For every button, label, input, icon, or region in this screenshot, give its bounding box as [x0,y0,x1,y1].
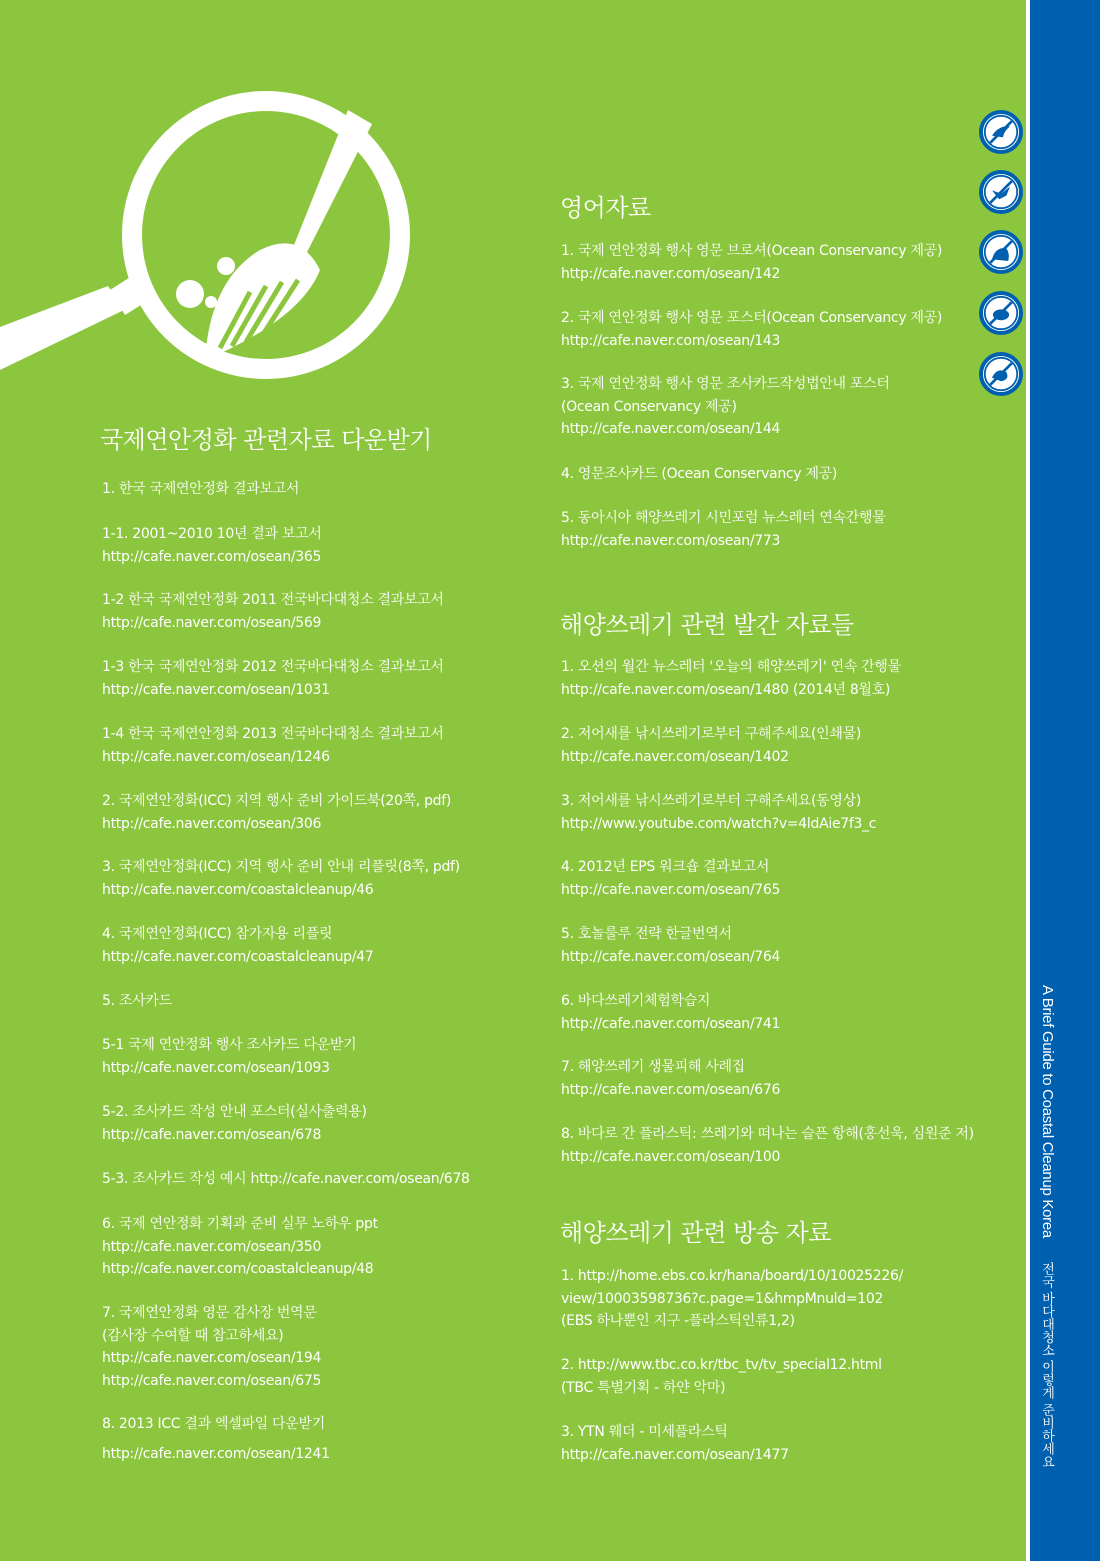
link[interactable]: http://cafe.naver.com/osean/142 [561,265,781,282]
link[interactable]: http://cafe.naver.com/osean/1241 [102,1446,330,1462]
link[interactable]: http://cafe.naver.com/coastalcleanup/46 [102,881,374,898]
sidebar-title-ko: 전국 바다대청소 이렇게 준비하세요 [1040,1262,1055,1468]
publication-item-8: 8. 바다로 간 플라스틱: 쓰레기와 떠나는 슬픈 항해(홍선욱, 심원준 저) http://cafe.naver.com/osean/100 [561,1123,974,1168]
seal-icon [979,352,1023,396]
english-item-2: 2. 국제 연안정화 행사 영문 포스터(Ocean Conservancy 제공) http://cafe.naver.com/osean/143 [561,307,942,352]
sidebar-title [1038,985,1057,1468]
publication-item-1: 1. 오션의 월간 뉴스레터 '오늘의 해양쓰레기' 연속 간행물 http://cafe.naver.com/osean/1480 (2014년 8월호) [561,656,901,701]
english-item-5: 5. 동아시아 해양쓰레기 시민포럼 뉴스레터 연속간행물 http://cafe.naver.com/osean/773 [561,507,885,552]
left-item-4: 4. 국제연안정화(ICC) 참가자용 리플릿 http://cafe.naver.com/coastalcleanup/47 [102,923,373,968]
publication-item-2: 2. 저어새를 낚시쓰레기로부터 구해주세요(인쇄물) http://cafe.naver.com/osean/1402 [561,723,861,768]
left-item-8: 8. 2013 ICC 결과 엑셀파일 다운받기 [102,1416,325,1432]
publications-heading: 해양쓰레기 관련 발간 자료들 [560,611,854,639]
link[interactable]: http://cafe.naver.com/osean/569 [102,614,322,631]
bird-entanglement-icon [979,110,1023,154]
link[interactable]: http://cafe.naver.com/osean/678 [102,1126,322,1143]
link[interactable]: 2. http://www.tbc.co.kr/tbc_tv/tv_special12.html [561,1357,882,1373]
link[interactable]: http://cafe.naver.com/osean/1246 [102,748,330,765]
broadcast-heading: 해양쓰레기 관련 방송 자료 [560,1219,831,1247]
magnifier-broom-logo [0,70,440,400]
link[interactable]: http://cafe.naver.com/coastalcleanup/47 [102,948,374,965]
link[interactable]: http://cafe.naver.com/osean/350 [102,1238,322,1255]
english-materials-heading: 영어자료 [560,194,651,222]
publication-item-5: 5. 호놀룰루 전략 한글번역서 http://cafe.naver.com/osean/764 [561,923,780,968]
left-item-6: 6. 국제 연안정화 기획과 준비 실무 노하우 ppt http://cafe.naver.com/osean/350 http://cafe.naver.com/coastalcleanup/48 [102,1213,378,1281]
sidebar-title-en: A Brief Guide to Coastal Cleanup Korea [1039,985,1056,1238]
left-item-5-3: 5-3. 조사카드 작성 예시 http://cafe.naver.com/osean/678 [102,1171,470,1187]
link[interactable]: http://cafe.naver.com/osean/741 [561,1015,781,1032]
link[interactable]: http://cafe.naver.com/osean/676 [561,1081,781,1098]
english-item-4: 4. 영문조사카드 (Ocean Conservancy 제공) [561,466,838,482]
link[interactable]: http://cafe.naver.com/osean/1031 [102,681,330,698]
broadcast-item-2: 2. http://www.tbc.co.kr/tbc_tv/tv_special12.html (TBC 특별기획 - 하얀 악마) [561,1354,882,1399]
english-item-1: 1. 국제 연안정화 행사 영문 브로셔(Ocean Conservancy 제공) http://cafe.naver.com/osean/142 [561,240,942,285]
left-item-1-1: 1-1. 2001~2010 10년 결과 보고서 http://cafe.naver.com/osean/365 [102,523,322,568]
fish-hook-icon [979,170,1023,214]
link[interactable]: 1. http://home.ebs.co.kr/hana/board/10/10025226/ [561,1268,903,1284]
link[interactable]: http://cafe.naver.com/osean/1093 [102,1059,330,1076]
link[interactable]: http://cafe.naver.com/osean/773 [561,532,781,549]
left-item-7: 7. 국제연안정화 영문 감사장 번역문 (감사장 수여할 때 참고하세요) http://cafe.naver.com/osean/194 http://cafe.naver.com/osean/675 [102,1302,321,1392]
turtle-net-icon [979,291,1023,335]
link[interactable]: http://www.youtube.com/watch?v=4ldAie7f3_c [561,815,877,832]
left-item-5-1: 5-1 국제 연안정화 행사 조사카드 다운받기 http://cafe.naver.com/osean/1093 [102,1034,356,1079]
link[interactable]: http://cafe.naver.com/osean/144 [561,421,781,437]
publication-item-7: 7. 해양쓰레기 생물피해 사례집 http://cafe.naver.com/osean/676 [561,1056,780,1101]
link[interactable]: http://cafe.naver.com/osean/143 [561,332,781,349]
publication-item-6: 6. 바다쓰레기체험학습지 http://cafe.naver.com/osean/741 [561,990,780,1035]
left-heading: 국제연안정화 관련자료 다운받기 [100,426,432,454]
link[interactable]: http://cafe.naver.com/osean/100 [561,1148,781,1165]
link[interactable]: http://cafe.naver.com/osean/365 [102,548,322,565]
left-item-1-2: 1-2 한국 국제연안정화 2011 전국바다대청소 결과보고서 http://cafe.naver.com/osean/569 [102,589,444,634]
left-item-8-link [102,1443,330,1466]
link[interactable]: http://cafe.naver.com/osean/1402 [561,748,789,765]
left-item-3: 3. 국제연안정화(ICC) 지역 행사 준비 안내 리플릿(8쪽, pdf) http://cafe.naver.com/coastalcleanup/46 [102,856,460,901]
left-item-5: 5. 조사카드 [102,993,172,1009]
link[interactable]: http://cafe.naver.com/osean/306 [102,815,322,832]
publication-item-3: 3. 저어새를 낚시쓰레기로부터 구해주세요(동영상) http://www.youtube.com/watch?v=4ldAie7f3_c [561,790,876,835]
broadcast-item-3: 3. YTN 웨더 - 미세플라스틱 http://cafe.naver.com/osean/1477 [561,1421,789,1466]
english-item-3: 3. 국제 연안정화 행사 영문 조사카드작성법안내 포스터 (Ocean Conservancy 제공) http://cafe.naver.com/osean/144 [561,373,890,441]
left-item-1-3: 1-3 한국 국제연안정화 2012 전국바다대청소 결과보고서 http://cafe.naver.com/osean/1031 [102,656,444,701]
marine-animal-icon [979,230,1023,274]
publication-item-4: 4. 2012년 EPS 워크숍 결과보고서 http://cafe.naver.com/osean/765 [561,856,780,901]
link[interactable]: http://cafe.naver.com/osean/675 [102,1372,322,1389]
link[interactable]: http://cafe.naver.com/osean/1480 (2014년 8월호) [561,681,891,698]
link[interactable]: http://cafe.naver.com/osean/1477 [561,1446,789,1463]
left-item-2: 2. 국제연안정화(ICC) 지역 행사 준비 가이드북(20쪽, pdf) http://cafe.naver.com/osean/306 [102,790,451,835]
left-item-5-2: 5-2. 조사카드 작성 안내 포스터(실사출력용) http://cafe.naver.com/osean/678 [102,1101,367,1146]
broadcast-item-1: 1. http://home.ebs.co.kr/hana/board/10/10025226/ view/10003598736?c.page=1&hmpMnuld=102 (EBS 하나뿐인 지구 -플라스틱인류1,2) [561,1265,903,1333]
link[interactable]: http://cafe.naver.com/osean/764 [561,948,781,965]
link[interactable]: view/10003598736?c.page=1&hmpMnuld=102 [561,1290,884,1307]
link[interactable]: http://cafe.naver.com/osean/765 [561,881,781,898]
link[interactable]: http://cafe.naver.com/coastalcleanup/48 [102,1261,374,1277]
left-item-1-4: 1-4 한국 국제연안정화 2013 전국바다대청소 결과보고서 http://cafe.naver.com/osean/1246 [102,723,444,768]
link[interactable]: http://cafe.naver.com/osean/194 [102,1350,322,1366]
left-item-1: 1. 한국 국제연안정화 결과보고서 [102,481,300,497]
